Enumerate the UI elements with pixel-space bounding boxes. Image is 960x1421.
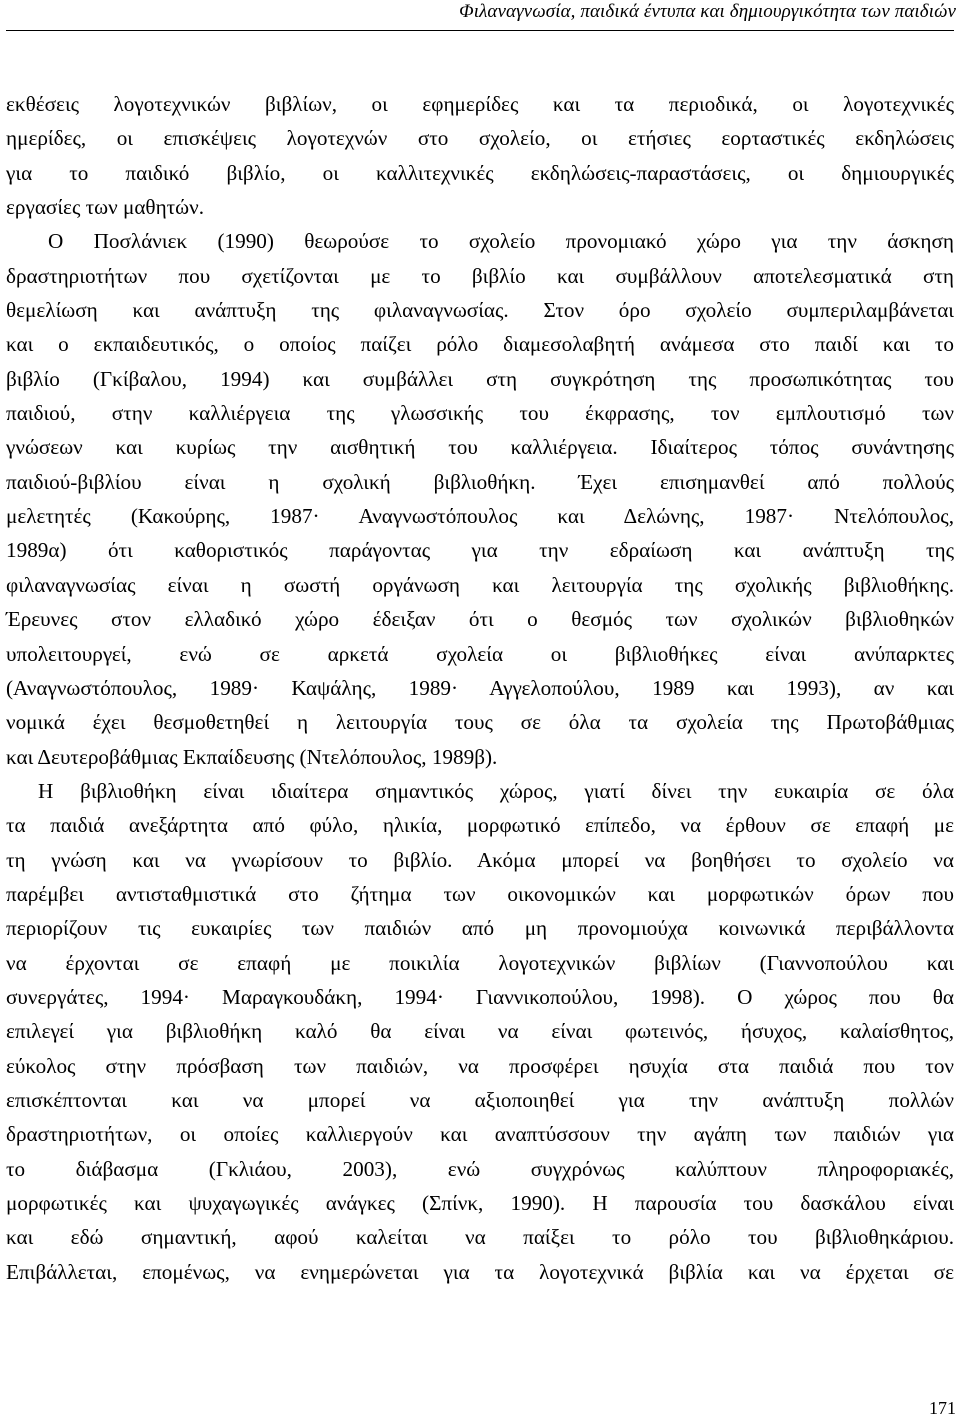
text-line: γνώσεων και κυρίως την αισθητική του καλλιέργεια. Ιδιαίτερος τόπος συνάντησης [6,435,954,460]
text-line: Επιβάλλεται, επομένως, να ενημερώνεται για τα λογοτεχνικά βιβλία και να έρχεται σε [6,1259,954,1284]
text-line: υπολειτουργεί, ενώ σε αρκετά σχολεία οι βιβλιοθήκες είναι ανύπαρκτες [6,641,954,666]
page-body [6,87,954,1289]
text-line: για το παιδικό βιβλίο, οι καλλιτεχνικές εκδηλώσεις-παραστάσεις, οι δημιουργικές [6,160,954,185]
text-line: το διάβασμα (Γκλιάου, 2003), ενώ συγχρόνως καλύπτουν πληροφοριακές, [6,1156,954,1181]
text-line: (Αναγνωστόπουλος, 1989· Καψάλης, 1989· Αγγελοπούλου, 1989 και 1993), αν και [6,675,954,700]
text-line: επισκέπτονται και να μπορεί να αξιοποιηθεί για την ανάπτυξη πολλών [6,1087,954,1112]
text-line: Η βιβλιοθήκη είναι ιδιαίτερα σημαντικός χώρος, γιατί δίνει την ευκαιρία σε όλα [38,778,954,803]
text-line: μελετητές (Κακούρης, 1987· Αναγνωστόπουλος και Δελώνης, 1987· Ντελόπουλος, [6,504,954,529]
text-line: και ο εκπαιδευτικός, ο οποίος παίζει ρόλο διαμεσολαβητή ανάμεσα στο παιδί και το [6,332,954,357]
text-line: Ο Ποσλάνιεκ (1990) θεωρούσε το σχολείο προνομιακό χώρο για την άσκηση [48,229,954,254]
text-line: Έρευνες στον ελλαδικό χώρο έδειξαν ότι ο θεσμός των σχολικών βιβλιοθηκών [6,607,954,632]
text-line: τη γνώση και να γνωρίσουν το βιβλίο. Ακόμα μπορεί να βοηθήσει το σχολείο να [6,847,954,872]
text-line: τα παιδιά ανεξάρτητα από φύλο, ηλικία, μορφωτικό επίπεδο, να έρθουν σε επαφή με [6,813,954,838]
text-line: εύκολος στην πρόσβαση των παιδιών, να προσφέρει ησυχία στα παιδιά που τον [6,1053,954,1078]
text-line: να έρχονται σε επαφή με ποικιλία λογοτεχνικών βιβλίων (Γιαννοπούλου και [6,950,954,975]
text-line: περιορίζουν τις ευκαιρίες των παιδιών από μη προνομιούχα κοινωνικά περιβάλλοντα [6,916,954,941]
text-line: και Δευτεροβάθμιας Εκπαίδευσης (Ντελόπουλος, 1989β). [6,744,498,769]
text-line: παρέμβει αντισταθμιστικά στο ζήτημα των οικονομικών και μορφωτικών όρων που [6,881,954,906]
header-rule [6,30,954,31]
text-line: παιδιού, στην καλλιέργεια της γλωσσικής του έκφρασης, τον εμπλουτισμό των [6,401,954,426]
text-line: μορφωτικές και ψυχαγωγικές ανάγκες (Σπίνκ, 1990). Η παρουσία του δασκάλου είναι [6,1191,954,1215]
text-line: παιδιού-βιβλίου είναι η σχολική βιβλιοθήκη. Έχει επισημανθεί από πολλούς [6,469,954,494]
text-line: δραστηριοτήτων που σχετίζονται με το βιβλίο και συμβάλλουν αποτελεσματικά στη [6,263,954,288]
text-line: δραστηριοτήτων, οι οποίες καλλιεργούν και αναπτύσσουν την αγάπη των παιδιών για [6,1122,954,1147]
text-line: 1989α) ότι καθοριστικός παράγοντας για την εδραίωση και ανάπτυξη της [6,538,954,563]
page-number: 171 [929,1398,956,1418]
text-line: βιβλίο (Γκίβαλου, 1994) και συμβάλλει στη συγκρότηση της προσωπικότητας του [6,366,954,391]
text-line: νομικά έχει θεσμοθετηθεί η λειτουργία τους σε όλα τα σχολεία της Πρωτοβάθμιας [6,710,954,735]
text-line: και εδώ σημαντική, αφού καλείται να παίξει το ρόλο του βιβλιοθηκάριου. [6,1225,954,1250]
text-line: συνεργάτες, 1994· Μαραγκουδάκη, 1994· Γιαννικοπούλου, 1998). Ο χώρος που θα [6,984,954,1009]
paragraph-poslaniek [6,224,954,774]
text-line: ημερίδες, οι επισκέψεις λογοτεχνών στο σχολείο, οι ετήσιες εορταστικές εκδηλώσεις [6,126,954,151]
text-line: επιλεγεί για βιβλιοθήκη καλό θα είναι να είναι φωτεινός, ήσυχος, καλαίσθητος, [6,1019,954,1044]
text-line: φιλαναγνωσίας είναι η σωστή οργάνωση και λειτουργία της σχολικής βιβλιοθήκης. [6,572,954,597]
text-line: θεμελίωση και ανάπτυξη της φιλαναγνωσίας. Στον όρο σχολείο συμπεριλαμβάνεται [6,298,954,323]
text-line: εκθέσεις λογοτεχνικών βιβλίων, οι εφημερίδες και τα περιοδικά, οι λογοτεχνικές [6,92,954,116]
text-line: εργασίες των μαθητών. [6,195,205,220]
paragraph-continued [6,87,954,224]
paragraph-library [6,774,954,1289]
running-header-title: Φιλαναγνωσία, παιδικά έντυπα και δημιουργικότητα των παιδιών [459,1,956,22]
